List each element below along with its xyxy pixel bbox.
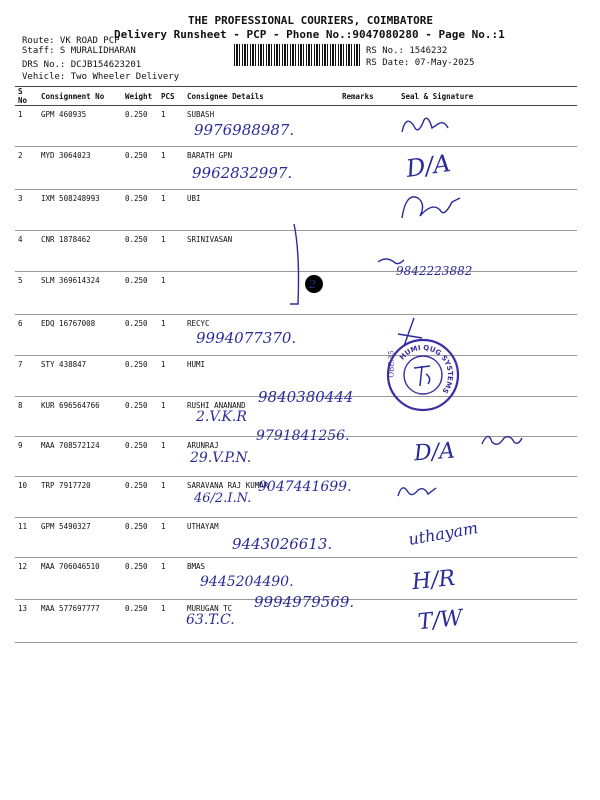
weight-cell: 0.250 bbox=[122, 397, 158, 437]
consignment-cell: IXM 508248993 bbox=[38, 190, 122, 231]
table-row bbox=[15, 147, 577, 190]
signature-text: T/W bbox=[416, 605, 464, 636]
handwritten-phone: 9976988987. bbox=[194, 121, 295, 139]
barcode bbox=[234, 44, 362, 66]
consignee-cell: SARAVANA RAJ KUMAR bbox=[184, 477, 339, 518]
consignment-cell: EDQ 16767008 bbox=[38, 315, 122, 356]
consignee-cell: BMAS bbox=[184, 558, 339, 600]
consignment-cell: MAA 708572124 bbox=[38, 437, 122, 477]
pcs-cell: 1 bbox=[158, 600, 184, 643]
weight-cell: 0.250 bbox=[122, 147, 158, 190]
consignment-cell: MAA 577697777 bbox=[38, 600, 122, 643]
weight-cell: 0.250 bbox=[122, 272, 158, 315]
serial-cell: 2 bbox=[15, 147, 38, 190]
handwritten-address: 63.T.C. bbox=[186, 612, 235, 628]
column-header: Seal & Signature bbox=[379, 87, 577, 106]
consignee-cell: RUSHI ANANAND bbox=[184, 397, 339, 437]
consignment-cell: TRP 7917720 bbox=[38, 477, 122, 518]
handwritten-address: 2.V.K.R bbox=[196, 409, 247, 425]
remarks-cell bbox=[339, 147, 379, 190]
runsheet-table bbox=[15, 86, 577, 643]
consignment-cell: GPM 5490327 bbox=[38, 518, 122, 558]
handwritten-phone: 9445204490. bbox=[200, 574, 294, 590]
consignment-cell: KUR 696564766 bbox=[38, 397, 122, 437]
serial-cell: 6 bbox=[15, 315, 38, 356]
signature-mark bbox=[396, 188, 466, 226]
stamp-side-text: OBE.35 bbox=[387, 350, 396, 378]
consignment-cell: MAA 706046510 bbox=[38, 558, 122, 600]
signature-cell bbox=[379, 558, 577, 600]
column-header: Weight bbox=[122, 87, 158, 106]
route-label: Route: VK ROAD PCP bbox=[22, 36, 120, 46]
column-header: S No bbox=[15, 87, 38, 106]
consignee-cell: UBI bbox=[184, 190, 339, 231]
handwritten-phone: 9962832997. bbox=[192, 164, 293, 182]
consignee-cell: ARUNRAJ bbox=[184, 437, 339, 477]
pcs-cell: 1 bbox=[158, 106, 184, 147]
serial-cell: 11 bbox=[15, 518, 38, 558]
remarks-cell bbox=[339, 315, 379, 356]
serial-cell: 7 bbox=[15, 356, 38, 397]
company-stamp bbox=[386, 338, 460, 412]
signature-text: D/A bbox=[413, 438, 456, 467]
company-name: THE PROFESSIONAL COURIERS, COIMBATORE bbox=[188, 14, 434, 27]
pcs-cell: 1 bbox=[158, 315, 184, 356]
serial-cell: 13 bbox=[15, 600, 38, 643]
vehicle-label: Vehicle: Two Wheeler Delivery bbox=[22, 72, 180, 82]
column-header: Consignment No bbox=[38, 87, 122, 106]
consignee-cell: RECYC bbox=[184, 315, 339, 356]
consignee-cell: HUMI bbox=[184, 356, 339, 397]
handwritten-phone: 9840380444 bbox=[258, 388, 354, 406]
signature-text: H/R bbox=[410, 565, 457, 596]
weight-cell: 0.250 bbox=[122, 190, 158, 231]
signature-text: uthayam bbox=[406, 518, 480, 549]
weight-cell: 0.250 bbox=[122, 106, 158, 147]
weight-cell: 0.250 bbox=[122, 600, 158, 643]
drs-number: DRS No.: DCJB154623201 bbox=[22, 60, 142, 70]
serial-cell: 9 bbox=[15, 437, 38, 477]
signature-text: D/A bbox=[404, 149, 453, 183]
consignee-cell: SUBASH bbox=[184, 106, 339, 147]
consignee-cell: SRINIVASAN bbox=[184, 231, 339, 272]
rs-number: RS No.: 1546232 bbox=[366, 46, 448, 56]
handwritten-phone: 9791841256. bbox=[256, 428, 350, 444]
pcs-cell: 1 bbox=[158, 437, 184, 477]
serial-cell: 1 bbox=[15, 106, 38, 147]
consignment-cell: MYD 3064023 bbox=[38, 147, 122, 190]
serial-cell: 4 bbox=[15, 231, 38, 272]
consignment-cell: STY 438847 bbox=[38, 356, 122, 397]
serial-cell: 8 bbox=[15, 397, 38, 437]
weight-cell: 0.250 bbox=[122, 315, 158, 356]
staff-label: Staff: S MURALIDHARAN bbox=[22, 46, 136, 56]
pcs-cell: 1 bbox=[158, 147, 184, 190]
table-row bbox=[15, 106, 577, 147]
weight-cell: 0.250 bbox=[122, 231, 158, 272]
handwritten-phone: 9842223882 bbox=[396, 264, 473, 278]
remarks-cell bbox=[339, 106, 379, 147]
handwritten-phone: 9443026613. bbox=[232, 535, 333, 553]
consignee-cell: UTHAYAM bbox=[184, 518, 339, 558]
column-header: PCS bbox=[158, 87, 184, 106]
column-header: Remarks bbox=[339, 87, 379, 106]
pcs-cell: 1 bbox=[158, 190, 184, 231]
pcs-cell: 1 bbox=[158, 272, 184, 315]
signature-mark bbox=[396, 478, 440, 502]
pcs-cell: 1 bbox=[158, 518, 184, 558]
pcs-cell: 1 bbox=[158, 397, 184, 437]
weight-cell: 0.250 bbox=[122, 558, 158, 600]
signature-cell bbox=[379, 437, 577, 477]
consignee-cell: MURUGAN TC bbox=[184, 600, 339, 643]
handwritten-address: 29.V.P.N. bbox=[190, 450, 252, 466]
consignment-cell: SLM 369614324 bbox=[38, 272, 122, 315]
handwritten-phone: 9994077370. bbox=[196, 329, 297, 347]
pcs-cell: 1 bbox=[158, 477, 184, 518]
weight-cell: 0.250 bbox=[122, 437, 158, 477]
signature-mark bbox=[376, 254, 406, 270]
handwritten-phone: 9994979569. bbox=[254, 593, 355, 611]
weight-cell: 0.250 bbox=[122, 356, 158, 397]
column-header: Consignee Details bbox=[184, 87, 339, 106]
consignment-cell: GPM 460935 bbox=[38, 106, 122, 147]
serial-cell: 3 bbox=[15, 190, 38, 231]
rs-date: RS Date: 07-May-2025 bbox=[366, 58, 475, 68]
weight-cell: 0.250 bbox=[122, 518, 158, 558]
consignee-cell: BARATH GPN bbox=[184, 147, 339, 190]
handwritten-phone: 9047441699. bbox=[258, 479, 352, 495]
weight-cell: 0.250 bbox=[122, 477, 158, 518]
signature-mark bbox=[480, 428, 524, 450]
remarks-cell bbox=[339, 518, 379, 558]
serial-cell: 10 bbox=[15, 477, 38, 518]
signature-mark bbox=[398, 112, 458, 142]
serial-cell: 5 bbox=[15, 272, 38, 315]
consignment-cell: CNR 1878462 bbox=[38, 231, 122, 272]
stamp-text: HUMI QUG SYSTEMS bbox=[398, 343, 455, 395]
circled-number: 2 bbox=[309, 278, 316, 291]
pcs-cell: 1 bbox=[158, 356, 184, 397]
pcs-cell: 1 bbox=[158, 558, 184, 600]
serial-cell: 12 bbox=[15, 558, 38, 600]
table-header-row bbox=[15, 87, 577, 106]
bracket-mark bbox=[288, 222, 348, 312]
pcs-cell: 1 bbox=[158, 231, 184, 272]
signature-cell bbox=[379, 600, 577, 643]
document-title: Delivery Runsheet - PCP - Phone No.:9047080280 - Page No.:1 bbox=[114, 28, 505, 41]
handwritten-address: 46/2.I.N. bbox=[194, 491, 252, 506]
